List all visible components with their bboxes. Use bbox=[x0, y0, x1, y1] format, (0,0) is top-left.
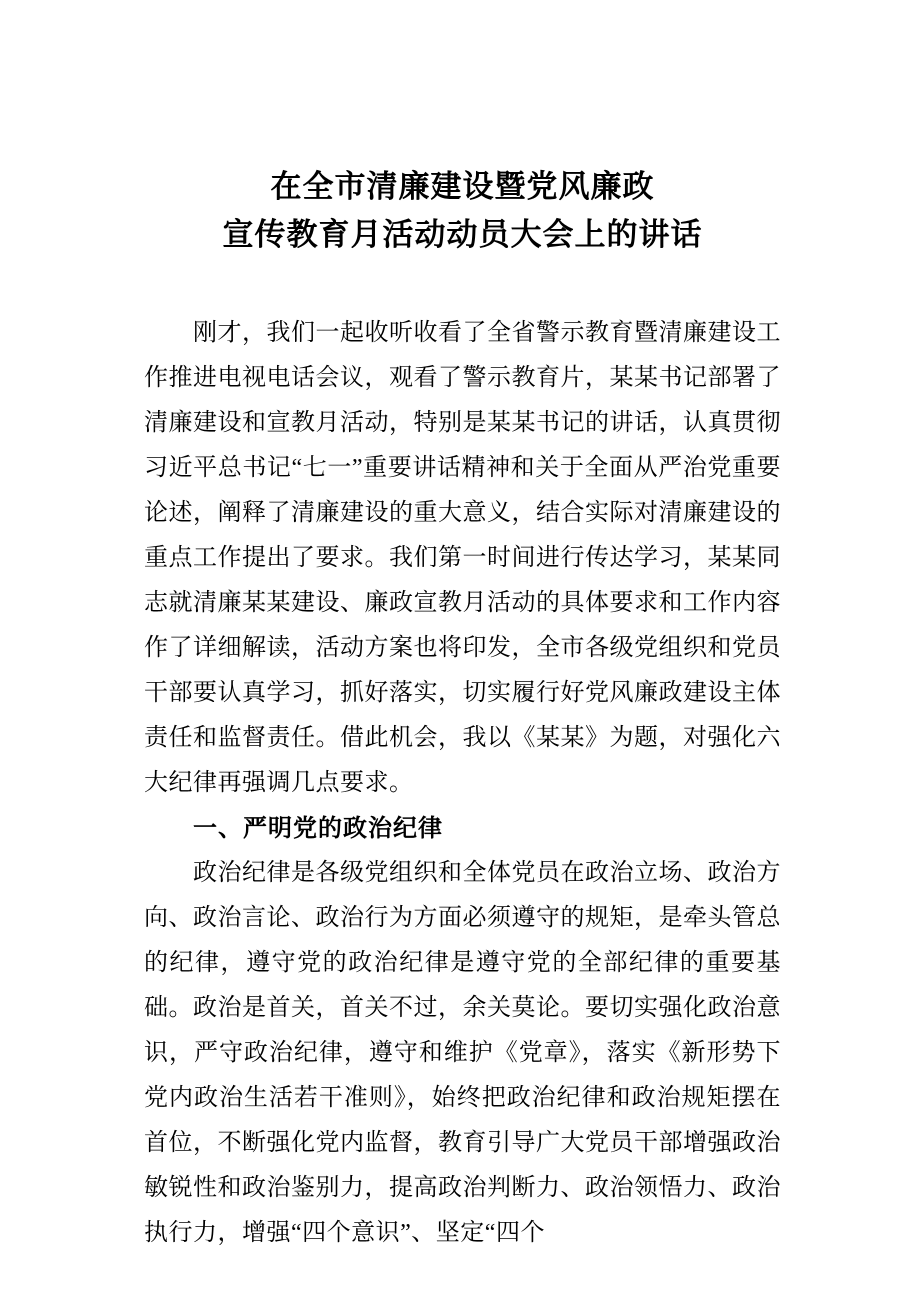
document-title bbox=[144, 163, 781, 259]
section-heading-political-discipline: 一、严明党的政治纪律 bbox=[193, 815, 443, 842]
paragraph-political-discipline: 政治纪律是各级党组织和全体党员在政治立场、政治方向、政治言论、政治行为方面必须遵守的规矩，是牵头管总的纪律，遵守党的政治纪律是遵守党的全部纪律的重要基础。政治是首关，首关不过，余关莫论。要切实强化政治意识，严守政治纪律，遵守和维护《党章》，落实《新形势下党内政治生活若干准则》，始终把政治纪律和政治规矩摆在首位，不断强化党内监督，教育引导广大党员干部增强政治敏锐性和政治鉴别力，提高政治判断力、政治领悟力、政治执行力，增强“四个意识”、坚定“四个 bbox=[144, 860, 781, 1246]
document-title-line2: 宣传教育月活动动员大会上的讲话 bbox=[222, 217, 703, 252]
document-title-line1: 在全市清廉建设暨党风廉政 bbox=[270, 169, 655, 204]
paragraph-intro: 刚才，我们一起收听收看了全省警示教育暨清廉建设工作推进电视电话会议，观看了警示教育片，某某书记部署了清廉建设和宣教月活动，特别是某某书记的讲话，认真贯彻习近平总书记“七一”重要讲话精神和关于全面从严治党重要论述，阐释了清廉建设的重大意义，结合实际对清廉建设的重点工作提出了要求。我们第一时间进行传达学习，某某同志就清廉某某建设、廉政宣教月活动的具体要求和工作内容作了详细解读，活动方案也将印发，全市各级党组织和党员干部要认真学习，抓好落实，切实履行好党风廉政建设主体责任和监督责任。借此机会，我以《某某》为题，对强化六大纪律再强调几点要求。 bbox=[144, 320, 781, 796]
